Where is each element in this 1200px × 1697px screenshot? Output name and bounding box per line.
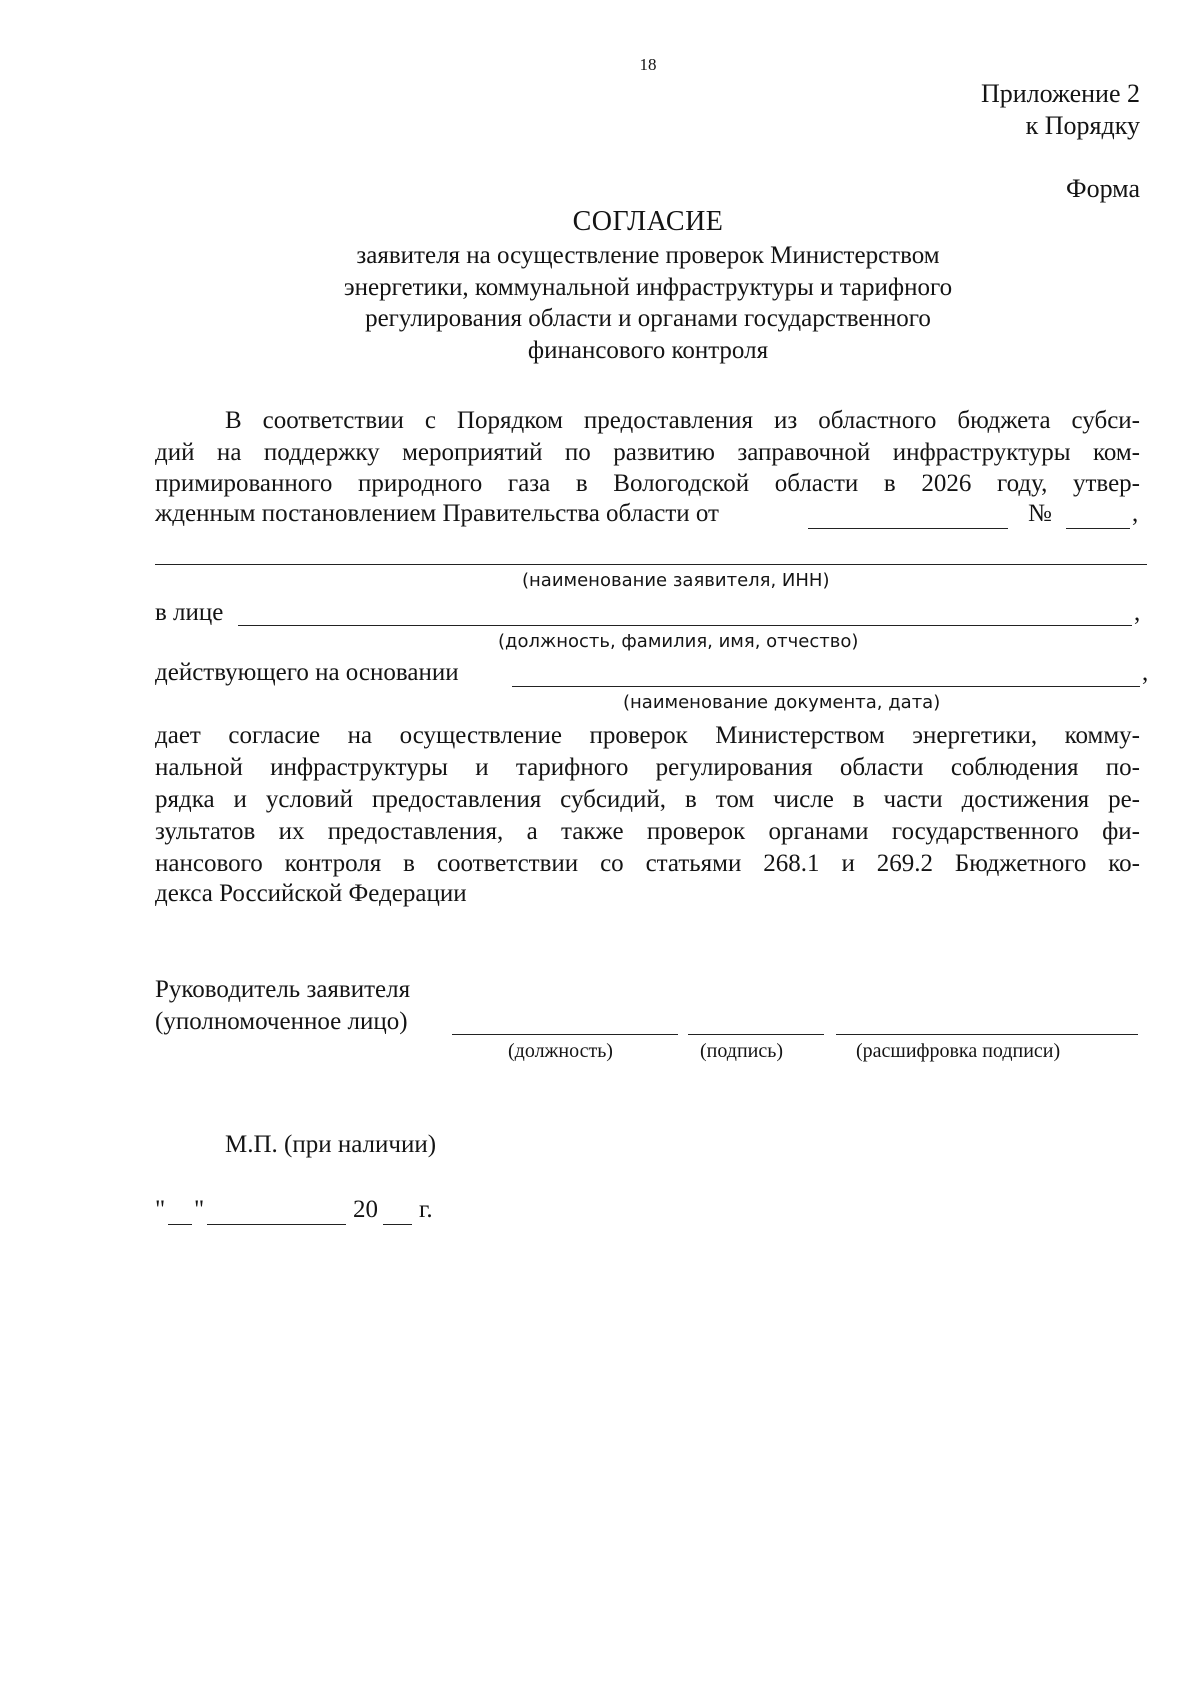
intro-line-2: дий на поддержку мероприятий по развитию заправочной инфраструктуры ком- (155, 439, 1140, 466)
subtitle-line-1: заявителя на осуществление проверок Министерством (356, 242, 940, 269)
date-quote-close: " (194, 1196, 205, 1223)
intro-line-3: примированного природного газа в Вологодской области в 2026 году, утвер- (155, 470, 1140, 497)
date-year-prefix: 20 (353, 1196, 378, 1223)
intro-line-4: жденным постановлением Правительства области от (155, 500, 719, 527)
consent-line-4: зультатов их предоставления, а также проверок органами государственного фи- (155, 818, 1140, 845)
appendix-reference (740, 78, 1140, 142)
date-year-suffix: г. (419, 1196, 433, 1223)
represented-by-label: в лице (155, 599, 224, 626)
subtitle-line-4: финансового контроля (527, 336, 769, 364)
consent-line-2: нальной инфраструктуры и тарифного регулирования области соблюдения по- (155, 754, 1140, 781)
acting-basis-comma: , (1142, 659, 1149, 686)
document-title: СОГЛАСИЕ (572, 206, 724, 237)
subtitle-line-3: регулирования области и органами государственного (365, 305, 931, 332)
date-year-blank[interactable] (383, 1224, 412, 1225)
signature-blank[interactable] (688, 1034, 824, 1035)
represented-by-blank[interactable] (238, 625, 1132, 626)
date-quote-open: " (155, 1196, 166, 1223)
date-month-blank[interactable] (207, 1224, 346, 1225)
represented-by-comma: , (1134, 599, 1141, 626)
page-number: 18 (639, 55, 657, 74)
resolution-date-blank[interactable] (808, 528, 1008, 529)
signature-caption: (подпись) (700, 1040, 784, 1062)
appendix-line-1: Приложение 2 (980, 79, 1140, 108)
applicant-caption: (наименование заявителя, ИНН) (522, 570, 830, 591)
consent-line-5: нансового контроля в соответствии со статьями 268.1 и 269.2 Бюджетного ко- (155, 850, 1140, 877)
signature-label-line-1: Руководитель заявителя (155, 976, 411, 1003)
acting-basis-blank[interactable] (512, 686, 1140, 687)
number-sign: № (1028, 500, 1052, 527)
consent-line-3: рядка и условий предоставления субсидий, в том числе в части достижения ре- (155, 786, 1140, 813)
form-label: Форма (1066, 174, 1140, 203)
acting-basis-caption: (наименование документа, дата) (623, 692, 941, 713)
stamp-label: М.П. (при наличии) (225, 1131, 437, 1158)
document-subtitle (0, 240, 1200, 366)
applicant-name-blank[interactable] (155, 564, 1147, 565)
date-day-blank[interactable] (168, 1224, 192, 1225)
subtitle-line-2: энергетики, коммунальной инфраструктуры и тарифного (343, 273, 953, 301)
signature-decoding-blank[interactable] (836, 1034, 1138, 1035)
position-caption: (должность) (508, 1040, 613, 1062)
signature-label-line-2: (уполномоченное лицо) (155, 1008, 408, 1035)
intro-comma: , (1132, 500, 1139, 527)
represented-by-caption: (должность, фамилия, имя, отчество) (498, 631, 859, 652)
appendix-line-2: к Порядку (1025, 111, 1140, 140)
resolution-number-blank[interactable] (1066, 528, 1130, 529)
intro-line-1: В соответствии с Порядком предоставления из областного бюджета субси- (225, 407, 1140, 434)
decoding-caption: (расшифровка подписи) (856, 1040, 1061, 1062)
position-blank[interactable] (452, 1034, 678, 1035)
consent-line-1: дает согласие на осуществление проверок Министерством энергетики, комму- (155, 722, 1140, 749)
acting-basis-label: действующего на основании (155, 659, 459, 686)
consent-line-6: декса Российской Федерации (155, 880, 467, 907)
